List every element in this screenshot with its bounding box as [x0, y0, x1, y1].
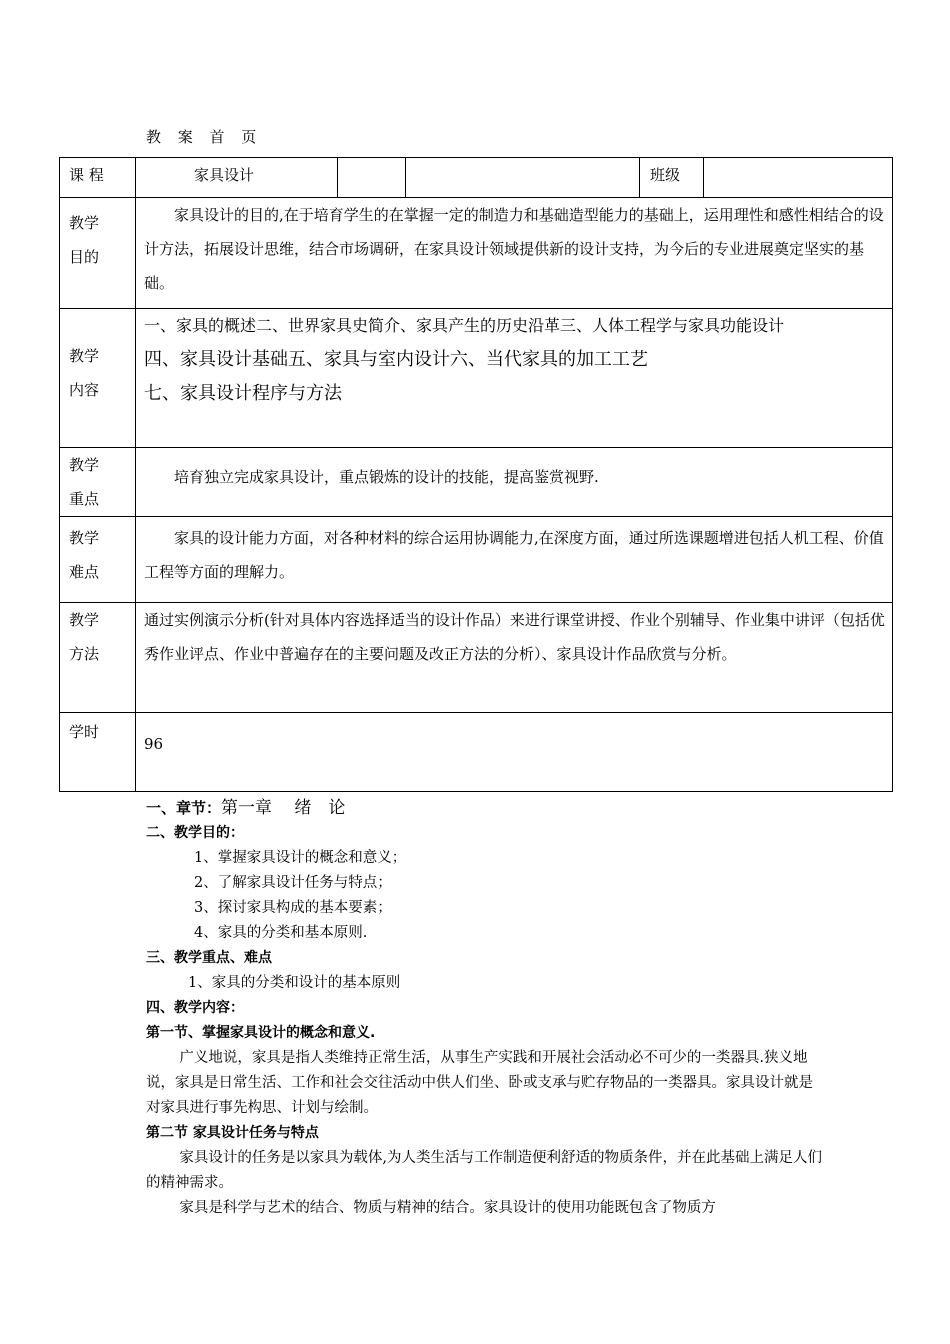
content-row: [60, 309, 893, 448]
course-value-cell: [136, 158, 338, 198]
goal-item: 2、了解家具设计任务与特点；: [194, 875, 392, 891]
course-label: 课 程: [60, 158, 136, 198]
key-item: 1、家具的分类和设计的基本原则: [188, 975, 401, 991]
purpose-text: 家具设计的目的,在于培育学生的在掌握一定的制造力和基础造型能力的基础上，运用理性和感性相结合的设计方法，拓展设计思维，结合市场调研，在家具设计领域提供新的设计支持，为今后的专业进展奠定坚实的基础。: [144, 206, 884, 292]
section-heading: 第一节、掌握家具设计的概念和意义.: [146, 1025, 376, 1041]
paragraph: 家具设计的任务是以家具为载体,为人类生活与工作制造便利舒适的物质条件，并在此基础上满足人们的精神需求。: [146, 1150, 822, 1191]
method-label: [60, 603, 136, 713]
class-label: 班级: [650, 166, 681, 184]
purpose-label-line: 目的: [69, 248, 100, 266]
content-line: 一、家具的概述二、世界家具史简介、家具产生的历史沿革三、人体工程学与家具功能设计: [144, 316, 785, 335]
content-line: 七、家具设计程序与方法: [144, 383, 342, 404]
goal-item: 3、探讨家具构成的基本要素；: [194, 900, 392, 916]
difficulty-label: [60, 517, 136, 603]
difficulty-row: [60, 517, 893, 603]
purpose-row: [60, 198, 893, 309]
method-text: 通过实例演示分析(针对具体内容选择适当的设计作品）来进行课堂讲授、作业个别辅导、作业集中讲评（包括优秀作业评点、作业中普遍存在的主要问题及改正方法的分析）、家具设计作品欣赏与分析。: [144, 611, 885, 663]
hours-cell: [136, 713, 893, 792]
class-label-cell: [640, 158, 704, 198]
method-label-line: 教学: [69, 611, 100, 629]
hours-row: [60, 713, 893, 792]
difficulty-cell: [136, 517, 893, 603]
key-label: [60, 448, 136, 517]
course-row: [60, 158, 893, 198]
method-label-line: 方法: [69, 645, 100, 663]
content-label-line: 教学: [69, 347, 100, 365]
key-heading: 三、教学重点、难点: [146, 950, 272, 966]
key-label-line: 教学: [69, 456, 100, 474]
page-title: 教 案 首 页: [146, 128, 263, 146]
goal-item: 4、家具的分类和基本原则.: [194, 925, 368, 941]
content-line: 四、家具设计基础五、家具与室内设计六、当代家具的加工工艺: [144, 349, 648, 370]
difficulty-text: 家具的设计能力方面，对各种材料的综合运用协调能力,在深度方面，通过所选课题增进包括人机工程、价值工程等方面的理解力。: [144, 529, 884, 581]
chapter-title: 第一章 绪 论: [221, 798, 346, 818]
section-heading: 第二节 家具设计任务与特点: [146, 1125, 319, 1141]
lesson-body: [146, 795, 826, 1221]
key-label-line: 重点: [69, 490, 100, 508]
method-cell: [136, 603, 893, 713]
chapter-line: [146, 795, 826, 821]
empty-cell: [338, 158, 406, 198]
purpose-cell: [136, 198, 893, 309]
goal-item: 1、掌握家具设计的概念和意义；: [194, 850, 407, 866]
key-row: [60, 448, 893, 517]
content-label: [60, 309, 136, 448]
purpose-label-line: 教学: [69, 214, 100, 232]
chapter-prefix: 一、章节：: [146, 799, 222, 817]
goals-heading: 二、教学目的：: [146, 825, 244, 841]
paragraph: 家具是科学与艺术的结合、物质与精神的结合。家具设计的使用功能既包含了物质方: [179, 1200, 716, 1216]
purpose-label: [60, 198, 136, 309]
lesson-plan-table: [59, 157, 893, 792]
content-label-line: 内容: [69, 381, 100, 399]
content-heading: 四、教学内容：: [146, 1000, 244, 1016]
class-value-cell: [704, 158, 893, 198]
paragraph: 广义地说，家具是指人类维持正常生活，从事生产实践和开展社会活动必不可少的一类器具.狭义地说，家具是日常生活、工作和社会交往活动中供人们坐、卧或支承与贮存物品的一类器具。家具设计就是对家具进行事先构思、计划与绘制。: [146, 1050, 813, 1116]
method-row: [60, 603, 893, 713]
hours-value: 96: [144, 735, 164, 753]
difficulty-label-line: 难点: [69, 563, 100, 581]
empty-cell: [406, 158, 640, 198]
course-value: 家具设计: [194, 166, 255, 184]
hours-label: 学时: [60, 713, 136, 792]
key-cell: [136, 448, 893, 517]
key-text: 培育独立完成家具设计，重点锻炼的设计的技能，提高鉴赏视野.: [174, 468, 599, 486]
content-cell: [136, 309, 893, 448]
difficulty-label-line: 教学: [69, 529, 100, 547]
